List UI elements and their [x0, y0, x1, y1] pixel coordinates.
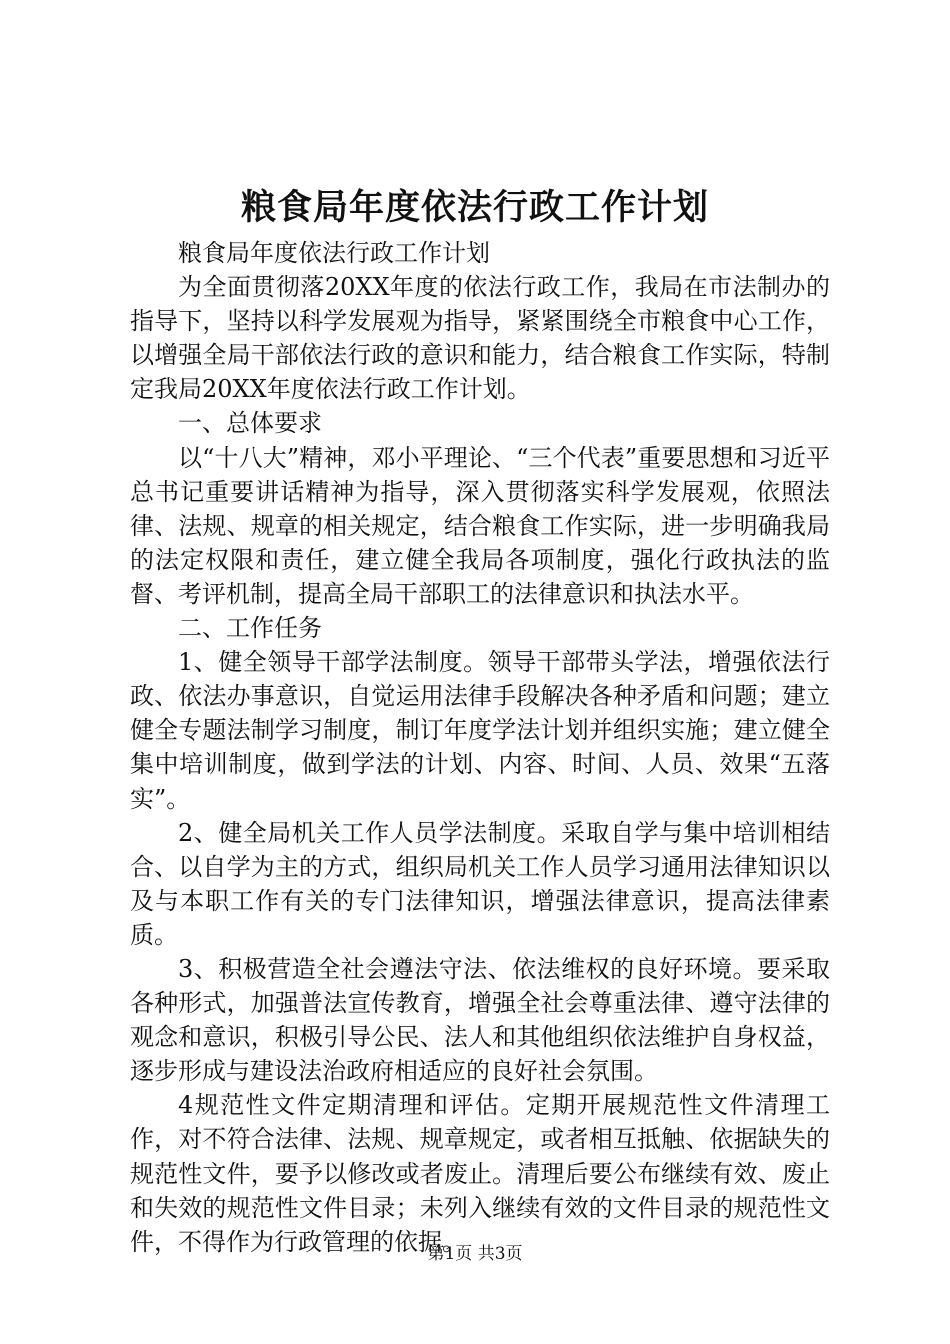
section-heading-general-requirements: 一、总体要求 — [178, 409, 322, 438]
paragraph-general-requirements: 以“十八大”精神，邓小平理论、“三个代表”重要思想和习近平总书记重要讲话精神为指导，深入贯彻落实科学发展观，依照法律、法规、规章的相关规定，结合粮食工作实际，进一步明确我局的法定权限和责任，建立健全我局各项制度，强化行政执法的监督、考评机制，提高全局干部职工的法律意识和执法水平。 — [130, 443, 830, 608]
paragraph-subtitle: 粮食局年度依法行政工作计划 — [178, 239, 490, 267]
section-heading-work-tasks: 二、工作任务 — [178, 614, 322, 643]
paragraph-task-3: 3、积极营造全社会遵法守法、依法维权的良好环境。要采取各种形式，加强普法宣传教育，增强全社会尊重法律、遵守法律的观念和意识，积极引导公民、法人和其他组织依法维护自身权益，逐步形成与建设法治政府相适应的良好社会氛围。 — [130, 954, 830, 1086]
page-footer: 第1页 共3页 — [427, 1244, 523, 1264]
paragraph-intro: 为全面贯彻落20XX年度的依法行政工作，我局在市法制办的指导下，坚持以科学发展观为指导，紧紧围绕全市粮食中心工作，以增强全局干部依法行政的意识和能力，结合粮食工作实际，特制定我局20XX年度依法行政工作计划。 — [130, 273, 830, 404]
document-body — [130, 236, 830, 1259]
paragraph-task-2: 2、健全局机关工作人员学法制度。采取自学与集中培训相结合、以自学为主的方式，组织局机关工作人员学习通用法律知识以及与本职工作有关的专门法律知识，增强法律意识，提高法律素质。 — [130, 818, 830, 949]
paragraph-task-1: 1、健全领导干部学法制度。领导干部带头学法，增强依法行政、依法办事意识，自觉运用法律手段解决各种矛盾和问题；建立健全专题法制学习制度，制订年度学法计划并组织实施；建立健全集中培训制度，做到学法的计划、内容、时间、人员、效果“五落实”。 — [130, 648, 830, 813]
document-title: 粮食局年度依法行政工作计划 — [240, 187, 709, 228]
paragraph-task-4: 4规范性文件定期清理和评估。定期开展规范性文件清理工作，对不符合法律、法规、规章规定，或者相互抵触、依据缺失的规范性文件，要予以修改或者废止。清理后要公布继续有效、废止和失效的规范性文件目录；未列入继续有效的文件目录的规范性文件，不得作为行政管理的依据。 — [130, 1091, 830, 1256]
